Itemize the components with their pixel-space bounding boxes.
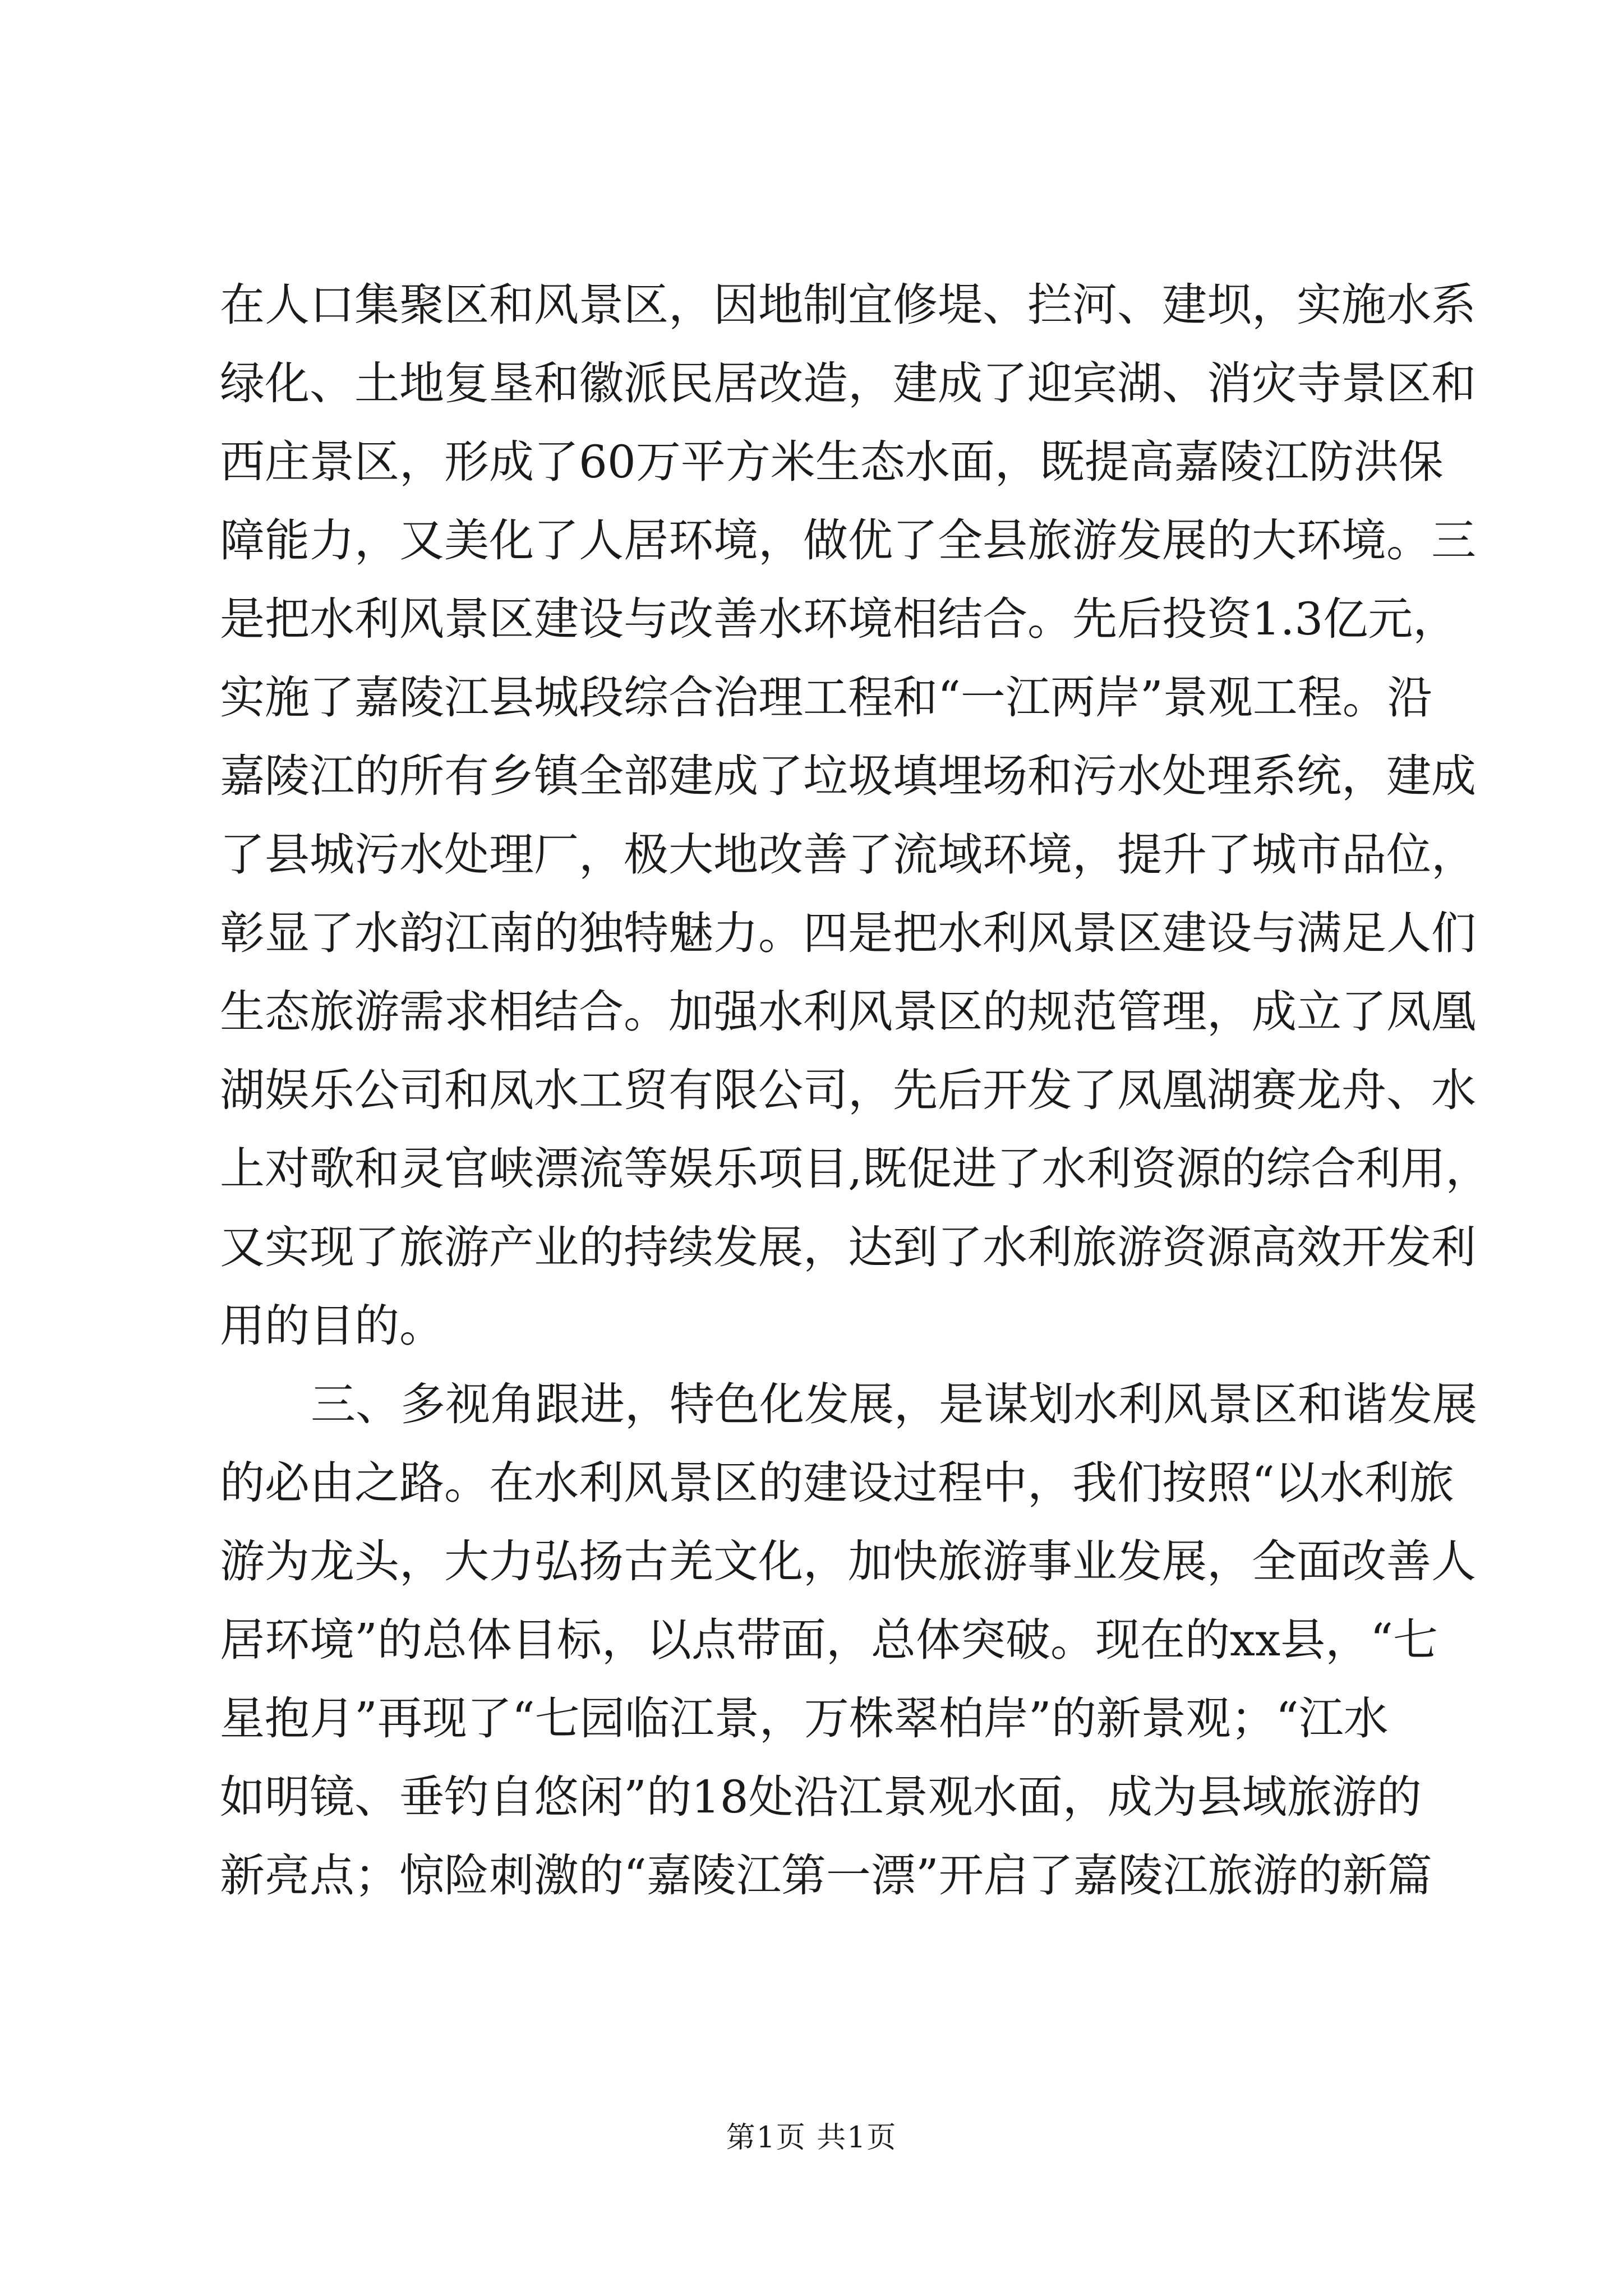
text-line-9: 彰显了水韵江南的独特魅力。四是把水利风景区建设与满足人们 <box>220 907 1476 959</box>
text-line-3: 西庄景区，形成了60万平方米生态水面，既提高嘉陵江防洪保 <box>220 436 1444 488</box>
text-line-7: 嘉陵江的所有乡镇全部建成了垃圾填埋场和污水处理系统，建成 <box>220 750 1476 802</box>
text-line-10: 生态旅游需求相结合。加强水利风景区的规范管理，成立了凤凰 <box>220 986 1476 1038</box>
text-line-11: 湖娱乐公司和凤水工贸有限公司，先后开发了凤凰湖赛龙舟、水 <box>220 1064 1476 1116</box>
text-line-17: 游为龙头，大力弘扬古羌文化，加快旅游事业发展，全面改善人 <box>220 1535 1476 1588</box>
text-line-14: 用的目的。 <box>220 1300 444 1352</box>
text-line-8: 了县城污水处理厂，极大地改善了流域环境，提升了城市品位， <box>220 829 1476 881</box>
text-line-16: 的必由之路。在水利风景区的建设过程中，我们按照“以水利旅 <box>220 1457 1454 1509</box>
text-line-15: 三、多视角跟进，特色化发展，是谋划水利风景区和谐发展 <box>311 1378 1477 1430</box>
text-line-6: 实施了嘉陵江县城段综合治理工程和“一江两岸”景观工程。沿 <box>220 671 1432 724</box>
text-line-18: 居环境”的总体目标，以点带面，总体突破。现在的xx县，“七 <box>220 1614 1438 1666</box>
text-line-5: 是把水利风景区建设与改善水环境相结合。先后投资1.3亿元， <box>220 593 1458 645</box>
text-line-21: 新亮点；惊险刺激的“嘉陵江第一漂”开启了嘉陵江旅游的新篇 <box>220 1849 1432 1902</box>
text-line-4: 障能力，又美化了人居环境，做优了全县旅游发展的大环境。三 <box>220 514 1476 567</box>
text-line-13: 又实现了旅游产业的持续发展，达到了水利旅游资源高效开发利 <box>220 1221 1476 1273</box>
text-line-20: 如明镜、垂钓自悠闲”的18处沿江景观水面，成为县域旅游的 <box>220 1771 1422 1823</box>
text-line-19: 星抱月”再现了“七园临江景，万株翠柏岸”的新景观；“江水 <box>220 1692 1389 1745</box>
page-footer: 第1页 共1页 <box>726 2121 897 2155</box>
text-line-12: 上对歌和灵官峡漂流等娱乐项目,既促进了水利资源的综合利用， <box>220 1143 1491 1195</box>
document-body <box>220 266 1491 1915</box>
text-line-1: 在人口集聚区和风景区，因地制宜修堤、拦河、建坝，实施水系 <box>220 279 1476 331</box>
text-line-2: 绿化、土地复垦和徽派民居改造，建成了迎宾湖、消灾寺景区和 <box>220 357 1476 409</box>
